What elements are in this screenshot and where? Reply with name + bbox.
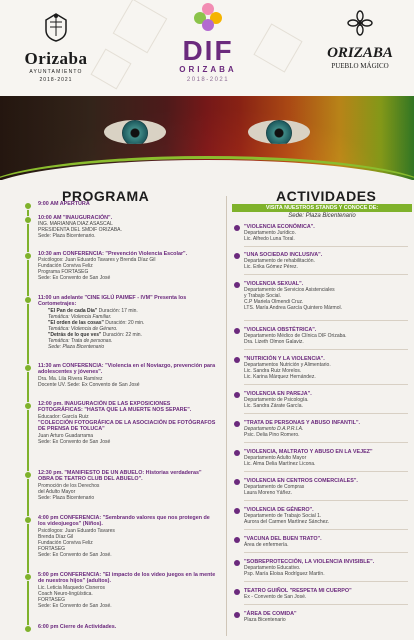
bullet-dot [234, 537, 240, 543]
activity-item [234, 536, 410, 548]
event-title: 11:00 un adelante "CINE IGLÚ PAIMEF - IVM" Presenta los Cortometrajes: [38, 295, 187, 308]
event-title: 11:30 am CONFERENCIA: "Violencia en el Noviazgo, prevención para adolescentes y jóvenes". [38, 363, 216, 376]
hex-decoration [253, 23, 302, 72]
timeline-dot [24, 573, 32, 581]
event-line: Psicólogos: Juan Eduardo Tavares [38, 527, 115, 534]
activity-line: Lic. Karina Márquez Hernández. [244, 374, 316, 380]
event-conferencia-videojuegos-ninos [24, 515, 216, 558]
actividades-heading: ACTIVIDADES [276, 188, 377, 204]
event-line: Programa FORTASEG [38, 269, 89, 276]
timeline-dot [24, 202, 32, 210]
activity-line: LTS. María Andrea García Quintero Mármol. [244, 305, 343, 311]
activity-line: Plaza Bicentenario [244, 617, 286, 623]
activity-item [234, 420, 410, 438]
event-line: Juan Arturo Guadarrama [38, 432, 94, 439]
bullet-dot [234, 508, 240, 514]
pueblo-magico-logo [320, 10, 400, 70]
event-conferencia-violencia-escolar [24, 251, 216, 281]
activity-item [234, 611, 410, 623]
header [0, 0, 414, 96]
activity-title: "VIOLENCIA, MALTRATO Y ABUSO EN LA VEJEZ" [244, 449, 373, 455]
column-divider [226, 196, 227, 636]
activity-title: "VIOLENCIA DE GÉNERO". [244, 507, 314, 513]
activity-item [234, 391, 410, 409]
dif-logo [170, 2, 246, 83]
activity-line: Departamento Adulto Mayor [244, 455, 307, 461]
event-line: Docente UV. Sede: Ex Convento de San José [38, 381, 140, 388]
event-title: 9:00 AM APERTURA [38, 201, 90, 207]
activity-title: "NUTRICIÓN Y LA VIOLENCIA". [244, 356, 325, 362]
right-iris [266, 120, 292, 144]
activity-item [234, 478, 410, 496]
activity-title: "VIOLENCIA OBSTÉTRICA". [244, 327, 317, 333]
event-cierre [24, 624, 216, 630]
activity-line: Departamentos Nutrición y Alimentario. [244, 362, 331, 368]
event-line: FORTASEG [38, 545, 66, 552]
event-cine-iglu [24, 295, 216, 350]
event-line: Lic. Leticia Maquedo Cisneros [38, 584, 105, 591]
short-film: "El Pan de cada Día" Duración: 17 min. [48, 307, 138, 314]
activity-line: y Trabajo Social. [244, 293, 281, 299]
activity-title: "VIOLENCIA ECONÓMICA". [244, 224, 315, 230]
bullet-dot [234, 225, 240, 231]
timeline-dot [24, 625, 32, 633]
hex-decoration [113, 0, 168, 53]
bullet-dot [234, 589, 240, 595]
activity-line: Ex - Convento de San José. [244, 594, 307, 600]
bullet-dot [234, 357, 240, 363]
activity-line: Lic. Sandra Zárate García. [244, 403, 303, 409]
activity-line: Área de enfermería. [244, 542, 289, 548]
short-film: "El orden de las cosas" Duración: 20 min. [48, 319, 145, 326]
event-line: Brenda Díaz Gil [38, 533, 74, 540]
activity-title: "TRATA DE PERSONAS Y ABUSO INFANTIL". [244, 420, 361, 426]
activity-line: Departamento D.A.P.R.I.A. [244, 426, 304, 432]
event-line: Sede: Ex Convento de San José [38, 438, 111, 445]
event-title: 12:30 pm. "MANIFIESTO DE UN ABUELO: Historias verdaderas" OBRA DE TEATRO CLUB DEL ABUELO". [38, 470, 202, 483]
event-line: Coach Neuro-lingüística. [38, 590, 93, 597]
flower-icon [347, 10, 373, 36]
activity-title: "ÁREA DE COMIDA" [244, 611, 297, 617]
event-line: Sede: Ex Convento de San José. [38, 551, 112, 558]
event-line: ING. MARIANNA DIAZ ASASCAL [38, 221, 113, 228]
event-exposiciones [24, 401, 216, 445]
event-line: Sede: Plaza Bicentenario. [38, 233, 96, 240]
event-title: 12:00 pm. INAUGURACIÓN DE LAS EXPOSICIONES FOTOGRÁFICAS: "HASTA QUE LA MUERTE NOS SEPARE". [38, 401, 192, 414]
bullet-dot [234, 421, 240, 427]
dif-sub: ORIZABA [179, 65, 237, 74]
right-eye [248, 120, 310, 144]
bullet-dot [234, 253, 240, 259]
activity-line: Lic. Sandra Ruiz Morelos. [244, 368, 302, 374]
event-line: Promoción de los Derechos [38, 482, 100, 489]
activity-item [234, 356, 410, 380]
activity-line: Departamento de rehabilitación. [244, 258, 315, 264]
activity-item [234, 281, 410, 311]
event-line: Dra. Ma. Lila Rivera Ramírez [38, 375, 103, 382]
short-film-theme: Temática: Violencia de Género. [48, 325, 118, 332]
timeline-dot [24, 364, 32, 372]
activity-line: Departamento Médico de Clínica DIF Orizaba. [244, 333, 347, 339]
activity-line: Departamento de Compras [244, 484, 305, 490]
activity-item [234, 588, 410, 600]
activity-title: "VIOLENCIA EN CENTROS COMERCIALES". [244, 478, 358, 484]
bullet-dot [234, 560, 240, 566]
timeline-dot [24, 402, 32, 410]
timeline-dot [24, 252, 32, 260]
orizaba-name: ORIZABA [327, 45, 393, 61]
activity-title: "VIOLENCIA EN PAREJA". [244, 391, 312, 397]
event-line: PRESIDENTA DEL SMDIF ORIZABA. [38, 227, 122, 234]
activity-line: Departamento de Psicología. [244, 397, 309, 403]
short-film-theme: Temática: Trata de personas. [48, 337, 113, 344]
timeline-dot [24, 516, 32, 524]
event-line: Educador: García Ruiz [38, 413, 89, 420]
activity-line: Lic. Alma Delia Martínez Licona. [244, 461, 316, 467]
bullet-dot [234, 282, 240, 288]
bullet-dot [234, 450, 240, 456]
event-line: FORTASEG [38, 596, 66, 603]
event-conferencia-videojuegos-adultos [24, 572, 216, 609]
event-manifiesto-abuelo [24, 470, 216, 501]
event-line: Fundación Conviva Feliz [38, 539, 93, 546]
activity-line: Lic. Erika Gómez Pérez. [244, 264, 298, 270]
bullet-dot [234, 328, 240, 334]
dif-name: DIF [182, 35, 234, 66]
left-eye [104, 120, 166, 144]
event-sede: Sede: Plaza Bicentenario [48, 343, 105, 350]
activity-title: "UNA SOCIEDAD INCLUSIVA". [244, 252, 323, 258]
event-title: 10:00 AM "INAUGURACIÓN". [38, 215, 113, 221]
activity-item [234, 327, 410, 345]
event-line: Sede: Ex Convento de San José. [38, 602, 112, 609]
ayuntamiento-name: Orizaba [24, 49, 88, 68]
stands-banner: VISITA NUESTROS STANDS Y CONOCE DE: [232, 204, 412, 212]
activity-line: Departamento Jurídico. [244, 230, 296, 236]
dif-years: 2018-2021 [186, 77, 230, 83]
activity-line: Dra. Lizeth Olmon Galaviz. [244, 339, 304, 345]
ayuntamiento-logo [18, 12, 94, 83]
event-title: 4:00 pm CONFERENCIA: "Sembrando valores que nos protegen de los videojuegos" (Niños). [38, 515, 210, 528]
stands-sede: Sede: Plaza Bicentenario [288, 213, 356, 219]
left-iris [122, 120, 148, 144]
activity-line: Aurora del Carmen Martínez Sánchez. [244, 519, 330, 525]
programa-heading: PROGRAMA [62, 188, 150, 204]
short-film: "Detrás de lo que ves" Duración: 22 min. [48, 331, 142, 338]
ayuntamiento-sub: AYUNTAMIENTO [29, 69, 83, 75]
activity-line: Departamento Educativo. [244, 565, 301, 571]
timeline-dot [24, 216, 32, 224]
activity-item [234, 507, 410, 525]
event-line: Fundación Conviva Feliz [38, 263, 93, 270]
bullet-dot [234, 612, 240, 618]
event-line: Sede: Plaza Bicentenario [38, 494, 95, 501]
short-film-theme: Temática: Violencia Familiar. [48, 313, 112, 320]
activity-line: Laura Moreno Yáñez. [244, 490, 292, 496]
dif-circles-icon [178, 2, 238, 32]
event-apertura [24, 201, 216, 207]
activity-line: Psic. Delia Pino Romero. [244, 432, 300, 438]
event-line: del Adulto Mayor [38, 488, 76, 495]
bullet-dot [234, 392, 240, 398]
event-title: 5:00 pm CONFERENCIA: "El impacto de los video juegos en la mente de nuestros hijos" (adultos). [38, 572, 216, 585]
activity-title: "VIOLENCIA SEXUAL". [244, 281, 304, 287]
activity-line: Departamento de Servicios Asistenciales [244, 287, 335, 293]
event-line: Sede: Ex Convento de San José [38, 275, 111, 282]
activity-line: Lic. Alfredo Luna Toral. [244, 236, 295, 242]
activity-item [234, 559, 410, 577]
activity-title: "VACUNA DEL BUEN TRATO". [244, 536, 322, 542]
activity-title: "SOBREPROTECCIÓN, LA VIOLENCIA INVISIBLE". [244, 559, 375, 565]
timeline-dot [24, 296, 32, 304]
event-title: 10:30 am CONFERENCIA: "Prevención Violencia Escolar". [38, 251, 188, 257]
event-line: Psicólogos: Juan Eduardo Tavares y Brenda Díaz Gil [38, 257, 156, 264]
activity-item [234, 224, 410, 242]
hex-decoration [91, 49, 132, 90]
ayuntamiento-years: 2018-2021 [39, 77, 73, 83]
event-conferencia-noviazgo [24, 363, 216, 388]
bullet-dot [234, 479, 240, 485]
pueblo-magico-sub: PUEBLO MÁGICO [331, 62, 389, 70]
activity-line: Psp. María Eloisa Rodríguez Martín. [244, 571, 325, 577]
activity-item [234, 449, 410, 467]
event-title-2: "COLECCIÓN FOTOGRÁFICA DE LA ASOCIACIÓN DE FOTÓGRAFOS DE PRENSA DE TOLUCA" [38, 419, 216, 433]
activity-line: Departamento de Trabajo Social 1. [244, 513, 322, 519]
event-title: 6:00 pm Cierre de Actividades. [38, 624, 117, 630]
event-inauguracion [24, 215, 216, 239]
timeline-dot [24, 471, 32, 479]
activity-item [234, 252, 410, 270]
activity-line: C.P Mariela Olmendi Cruz. [244, 299, 304, 305]
crest-icon [41, 12, 71, 42]
activity-title: TEATRO GUIÑOL "RESPETA MI CUERPO" [244, 588, 352, 594]
